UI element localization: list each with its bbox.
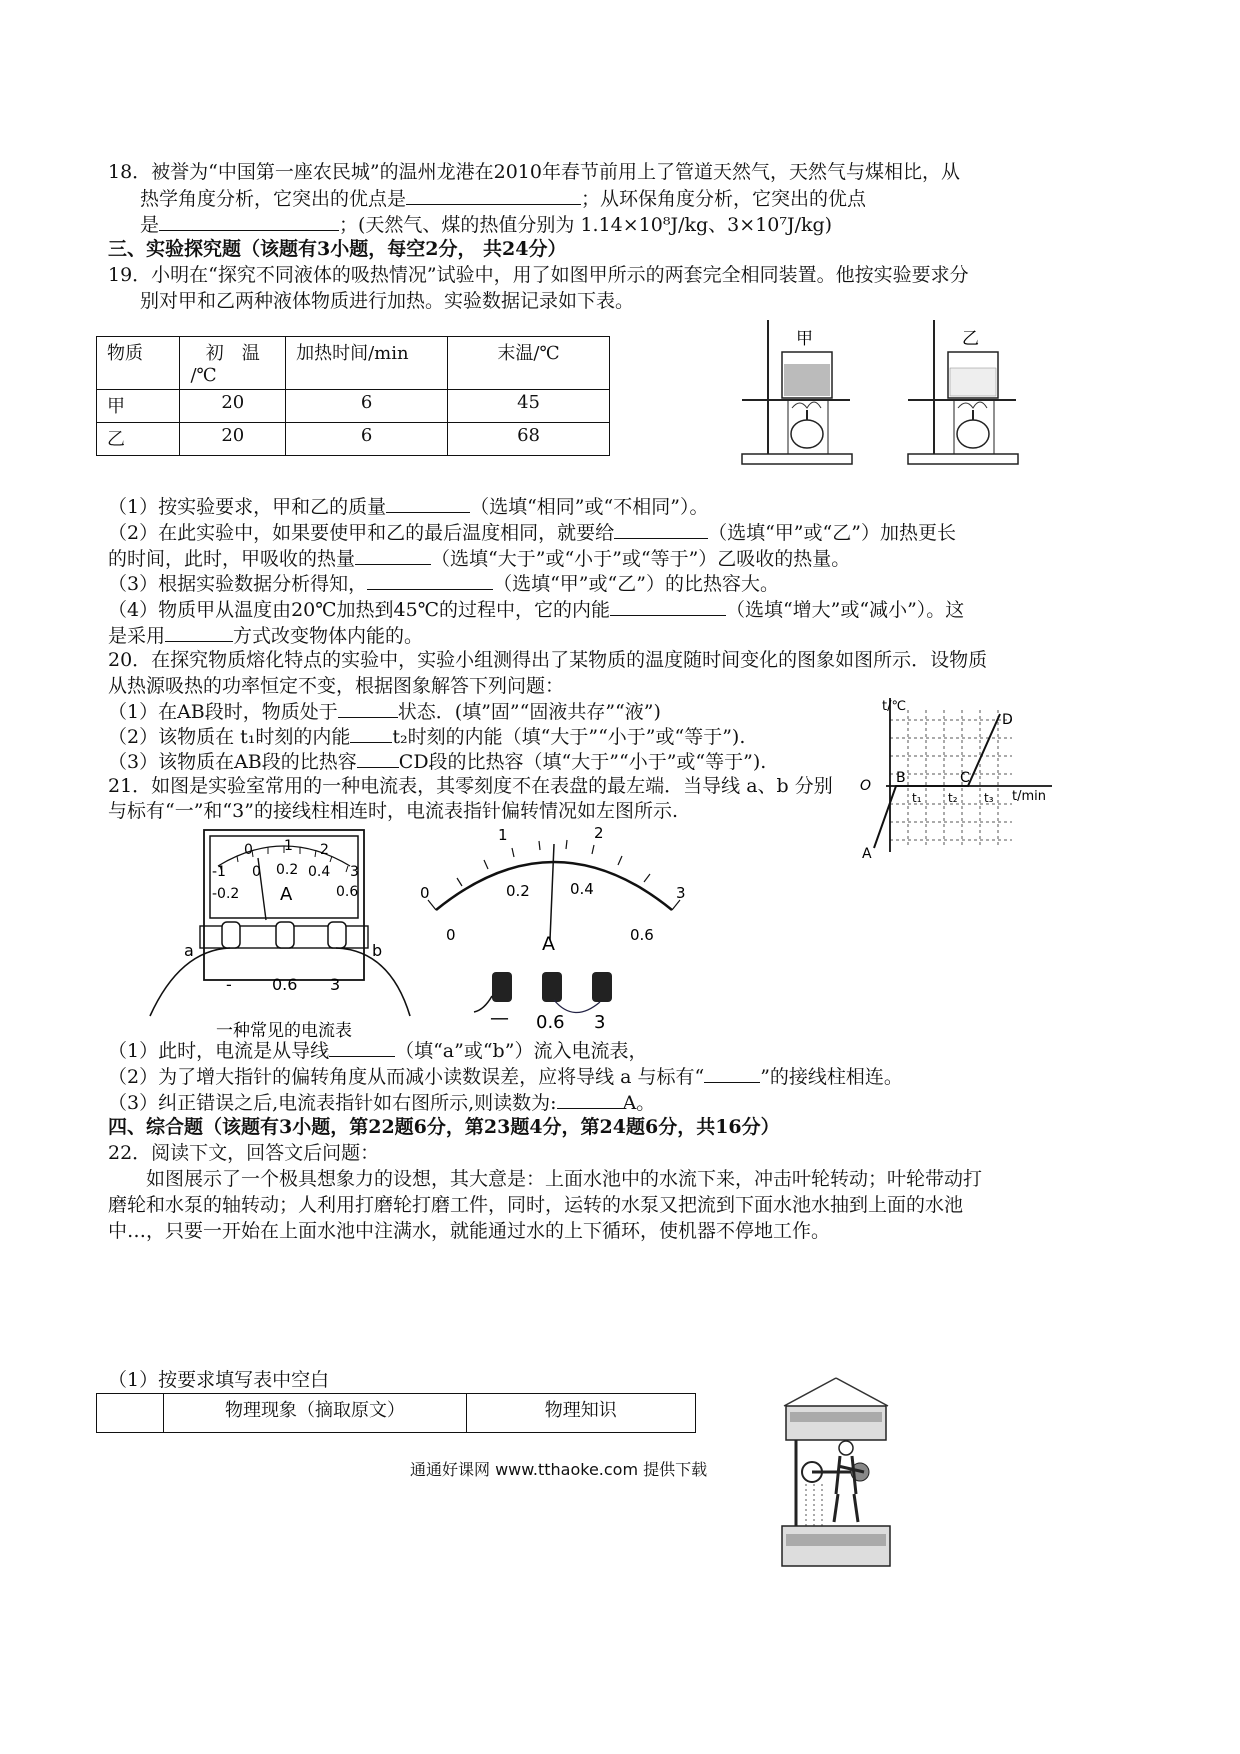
- ammeter-left-figure: [140, 826, 430, 1041]
- q22-line1: 22．阅读下文，回答文后问题：: [108, 1142, 380, 1164]
- q19-sub2-cont: 的时间，此时，甲吸收的热量 （选填“大于”或“小于”或“等于”）乙吸收的热量。: [108, 548, 851, 570]
- point-A-label: A: [862, 846, 872, 862]
- q21-blank2[interactable]: [704, 1064, 760, 1083]
- q21-blank3[interactable]: [557, 1090, 623, 1109]
- point-D-label: D: [1002, 712, 1013, 728]
- q20-line2: 从热源吸热的功率恒定不变，根据图象解答下列问题：: [108, 675, 565, 697]
- svg-text:0: 0: [244, 842, 253, 858]
- terminal-0.6: 0.6: [536, 1012, 565, 1033]
- q21-line1: 21．如图是实验室常用的一种电流表，其零刻度不在表盘的最左端．当导线 a、b 分别: [108, 775, 833, 797]
- svg-text:1: 1: [498, 826, 508, 844]
- q19-blank3[interactable]: [355, 546, 431, 565]
- q19-blank2[interactable]: [614, 520, 708, 539]
- table-row: 物理现象（摘取原文） 物理知识: [97, 1394, 696, 1433]
- q21-sub3: （3）纠正错误之后,电流表指针如右图所示,则读数为: A。: [108, 1092, 656, 1114]
- q18-blank2[interactable]: [159, 212, 339, 231]
- table-row: [97, 337, 610, 390]
- q21-sub2: （2）为了增大指针的偏转角度从而减小读数误差，应将导线 a 与标有“ ”的接线柱相连。: [108, 1066, 903, 1088]
- svg-text:3: 3: [350, 864, 359, 880]
- meter-caption: 一种常见的电流表: [216, 1021, 352, 1041]
- svg-text:0: 0: [420, 884, 430, 902]
- terminal-minus: —: [490, 1007, 509, 1029]
- svg-text:0: 0: [252, 864, 261, 880]
- q22-answer-table: [96, 1393, 696, 1433]
- person-head: [839, 1441, 853, 1455]
- q20-sub1: （1）在AB段时，物质处于 状态．(填”固”“固液共存”“液”): [108, 701, 661, 723]
- q20-blank1[interactable]: [338, 699, 398, 718]
- q20-blank2[interactable]: [350, 724, 392, 743]
- table-header-final-temp: 末温/℃: [448, 337, 610, 390]
- svg-text:2: 2: [320, 842, 329, 858]
- q21-sub1: （1）此时，电流是从导线 （填“a”或“b”）流入电流表，: [108, 1040, 648, 1062]
- meter-pointer: [550, 844, 554, 940]
- svg-text:b: b: [372, 941, 383, 960]
- terminal-minus: -: [226, 975, 232, 994]
- section-3-heading: 三、实验探究题（该题有3小题，每空2分， 共24分）: [108, 238, 567, 260]
- heating-apparatus-figure: [730, 312, 1040, 472]
- ammeter-right-figure: [414, 824, 704, 1034]
- q22-para-line2: 磨轮和水泵的轴转动；人利用打磨轮打磨工件，同时，运转的水泵又把流到下面水池水抽到上面的水池: [108, 1194, 964, 1216]
- section-4-heading: 四、综合题（该题有3小题，第22题6分，第23题4分，第24题6分，共16分）: [108, 1116, 780, 1138]
- svg-text:3: 3: [676, 884, 686, 902]
- svg-text:0.6: 0.6: [336, 884, 359, 900]
- table-row: 乙 20 6 68: [97, 423, 610, 456]
- q18-line1: 18．被誉为“中国第一座农民城”的温州龙港在2010年春节前用上了管道天然气，天然气与煤相比，从: [108, 161, 960, 183]
- q20-sub2: （2）该物质在 t₁时刻的内能 t₂时刻的内能（填“大于”“小于”或“等于”).: [108, 726, 746, 748]
- svg-text:0: 0: [446, 926, 456, 944]
- tick-t2: t₂: [948, 791, 958, 805]
- tick-t3: t₃: [984, 791, 994, 805]
- q20-blank3[interactable]: [357, 749, 399, 768]
- point-B-label: B: [896, 770, 906, 786]
- q19-blank4[interactable]: [367, 571, 493, 590]
- y-axis-label: t/℃: [882, 699, 907, 714]
- svg-text:1: 1: [284, 838, 293, 854]
- graph-curve: [874, 714, 1000, 848]
- q19-line1: 19．小明在“探究不同液体的吸热情况”试验中，用了如图甲所示的两套完全相同装置。他按实验要求分: [108, 264, 969, 286]
- unit-label: A: [280, 884, 293, 905]
- q19-data-table: [96, 336, 610, 456]
- x-axis-label: t/min: [1012, 789, 1046, 804]
- svg-text:0.4: 0.4: [570, 880, 594, 898]
- graph-grid: [890, 710, 1012, 848]
- q20-line1: 20．在探究物质熔化特点的实验中，实验小组测得出了某物质的温度随时间变化的图象如图所示．设物质: [108, 649, 988, 671]
- perpetual-machine-figure: [776, 1376, 896, 1576]
- table-row: 甲 20 6 45: [97, 390, 610, 423]
- svg-text:0.6: 0.6: [630, 926, 654, 944]
- q19-sub4-cont: 是采用 方式改变物体内能的。: [108, 625, 424, 647]
- q18-line3: 是 ；(天然气、煤的热值分别为 1.14×10⁸J/kg、3×10⁷J/kg): [140, 214, 833, 236]
- table-header-initial-temp: 初 温 /℃: [180, 337, 286, 390]
- q20-sub3: （3）该物质在AB段的比热容 CD段的比热容（填“大于”“小于”或“等于”).: [108, 751, 767, 773]
- q21-blank1[interactable]: [329, 1038, 395, 1057]
- upper-tank: [786, 1406, 886, 1440]
- q19-sub4: （4）物质甲从温度由20℃加热到45℃的过程中，它的内能 （选填“增大”或“减小”）。这: [108, 599, 965, 621]
- q22-sub1: （1）按要求填写表中空白: [108, 1369, 330, 1391]
- q22-para-line3: 中…，只要一开始在上面水池中注满水，就能通过水的上下循环，使机器不停地工作。: [108, 1220, 831, 1242]
- temperature-time-graph: [852, 690, 1060, 866]
- q19-blank1[interactable]: [386, 494, 470, 513]
- terminal-3: 3: [594, 1012, 606, 1033]
- svg-text:0.2: 0.2: [506, 882, 530, 900]
- svg-text:-0.2: -0.2: [212, 886, 240, 902]
- svg-text:2: 2: [594, 824, 604, 842]
- q18-line2: 热学角度分析，它突出的优点是 ；从环保角度分析，它突出的优点: [140, 188, 867, 210]
- q22-para-line1: 如图展示了一个极具想象力的设想，其大意是：上面水池中的水流下来，冲击叶轮转动；叶轮带动打: [146, 1168, 983, 1190]
- table-header-heating-time: 加热时间/min: [286, 337, 448, 390]
- q19-sub3: （3）根据实验数据分析得知， （选填“甲”或“乙”）的比热容大。: [108, 573, 779, 595]
- q19-blank5[interactable]: [610, 597, 726, 616]
- label-yi: 乙: [962, 329, 979, 349]
- q18-blank1[interactable]: [406, 186, 581, 205]
- point-C-label: C: [960, 770, 970, 786]
- svg-text:a: a: [184, 941, 194, 960]
- q19-line2: 别对甲和乙两种液体物质进行加热。实验数据记录如下表。: [140, 290, 635, 312]
- table-header-substance: 物质: [97, 337, 180, 390]
- tick-t1: t₁: [912, 791, 922, 805]
- label-jia: 甲: [796, 329, 813, 349]
- origin-label: O: [860, 778, 872, 794]
- q21-line2: 与标有“一”和“3”的接线柱相连时，电流表指针偏转情况如左图所示.: [108, 800, 678, 822]
- terminal-3: 3: [330, 975, 341, 994]
- q19-blank6[interactable]: [165, 623, 233, 642]
- svg-text:0.4: 0.4: [308, 864, 331, 880]
- svg-text:-1: -1: [212, 864, 226, 880]
- q19-sub1: （1）按实验要求，甲和乙的质量 （选填“相同”或“不相同”）。: [108, 496, 709, 518]
- svg-text:0.2: 0.2: [276, 862, 299, 878]
- terminal-0.6: 0.6: [272, 975, 298, 994]
- q19-sub2: （2）在此实验中，如果要使甲和乙的最后温度相同，就要给 （选填“甲”或“乙”）加热更长: [108, 522, 956, 544]
- page-footer: 通通好课网 www.tthaoke.com 提供下载: [410, 1460, 708, 1479]
- unit-label: A: [542, 933, 555, 955]
